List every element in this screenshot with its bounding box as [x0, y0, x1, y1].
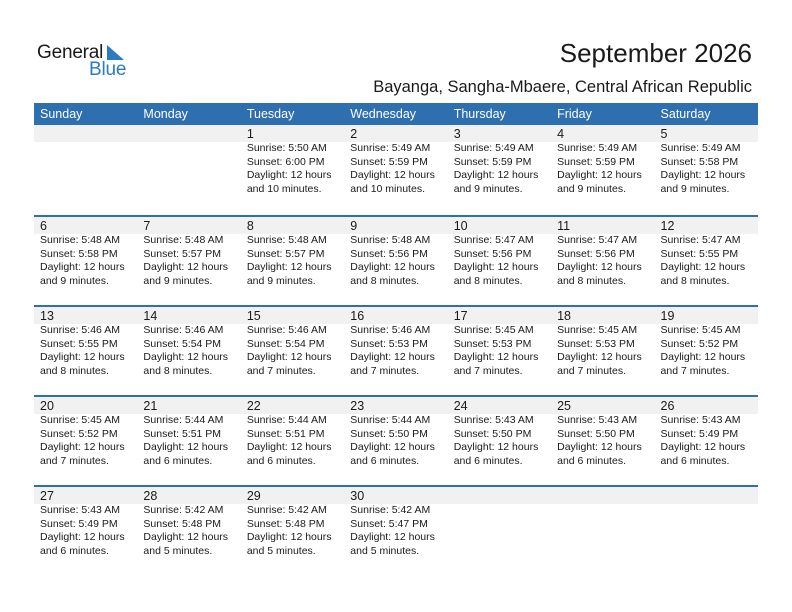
day-number — [40, 125, 137, 142]
week-row — [34, 395, 758, 485]
sunset-time: Sunset: 5:49 PM — [660, 427, 739, 440]
sunrise-time: Sunrise: 5:43 AM — [557, 414, 638, 426]
daylight-hours: Daylight: 12 hours — [350, 261, 435, 274]
day-number: 27 — [40, 489, 54, 503]
sunrise-time: Sunrise: 5:48 AM — [350, 234, 431, 246]
day-cell — [344, 217, 447, 288]
daylight-hours: Daylight: 12 hours — [246, 169, 332, 182]
daylight-minutes: and 5 minutes. — [143, 544, 213, 557]
day-cell — [241, 397, 344, 468]
daylight-minutes: and 8 minutes. — [660, 274, 730, 287]
day-cell — [551, 217, 654, 288]
sunset-time: Sunset: 5:59 PM — [557, 155, 635, 168]
daylight-minutes: and 8 minutes. — [40, 364, 109, 377]
day-number: 24 — [453, 399, 468, 413]
daylight-hours: Daylight: 12 hours — [143, 441, 229, 454]
daylight-hours: Daylight: 12 hours — [350, 351, 435, 364]
sunrise-time: Sunrise: 5:45 AM — [40, 414, 120, 426]
day-cell — [241, 217, 344, 288]
daylight-hours: Daylight: 12 hours — [143, 351, 229, 364]
daylight-hours: Daylight: 12 hours — [350, 531, 435, 544]
daylight-hours: Daylight: 12 hours — [453, 351, 539, 364]
sunset-time: Sunset: 5:59 PM — [453, 155, 532, 168]
sunset-time: Sunset: 5:58 PM — [660, 155, 739, 168]
day-number: 4 — [557, 127, 565, 141]
daylight-hours: Daylight: 12 hours — [143, 531, 229, 544]
day-cell — [137, 307, 240, 378]
day-number: 23 — [350, 399, 365, 413]
day-number: 15 — [246, 309, 261, 323]
daylight-hours: Daylight: 12 hours — [660, 169, 746, 182]
sunset-time: Sunset: 5:54 PM — [143, 337, 222, 350]
week-cells — [34, 307, 758, 378]
day-cell — [448, 307, 551, 378]
day-cell — [551, 125, 654, 196]
day-number: 5 — [660, 127, 668, 141]
daylight-hours: Daylight: 12 hours — [350, 441, 435, 454]
sunrise-time: Sunrise: 5:49 AM — [557, 142, 638, 154]
sunrise-time: Sunrise: 5:50 AM — [246, 142, 327, 154]
sunrise-time: Sunrise: 5:42 AM — [350, 504, 431, 516]
sunset-time: Sunset: 5:53 PM — [350, 337, 428, 350]
sunset-time: Sunset: 5:57 PM — [246, 247, 325, 260]
daylight-minutes: and 6 minutes. — [143, 454, 213, 467]
sunrise-time: Sunrise: 5:46 AM — [40, 324, 120, 336]
daylight-hours: Daylight: 12 hours — [143, 261, 229, 274]
day-cell — [34, 217, 137, 288]
sunrise-time: Sunrise: 5:43 AM — [660, 414, 741, 426]
sunrise-time: Sunrise: 5:48 AM — [246, 234, 327, 246]
daylight-minutes: and 9 minutes. — [660, 182, 730, 195]
day-cell — [241, 125, 344, 196]
sunset-time: Sunset: 5:48 PM — [143, 517, 222, 530]
day-number: 29 — [246, 489, 261, 503]
sunset-time: Sunset: 5:57 PM — [143, 247, 222, 260]
daylight-minutes: and 7 minutes. — [557, 364, 626, 377]
week-row — [34, 485, 758, 575]
day-cell — [344, 487, 447, 558]
sunrise-time: Sunrise: 5:43 AM — [40, 504, 120, 516]
sunrise-time: Sunrise: 5:42 AM — [246, 504, 327, 516]
daylight-hours: Daylight: 12 hours — [40, 351, 125, 364]
sunset-time: Sunset: 5:50 PM — [350, 427, 428, 440]
daylight-hours: Daylight: 12 hours — [350, 169, 435, 182]
sunrise-time: Sunrise: 5:45 AM — [660, 324, 741, 336]
day-cell — [34, 487, 137, 558]
daylight-hours: Daylight: 12 hours — [246, 351, 332, 364]
day-number: 28 — [143, 489, 158, 503]
daylight-hours: Daylight: 12 hours — [40, 531, 125, 544]
sunset-time: Sunset: 5:50 PM — [557, 427, 635, 440]
weekday-saturday: Saturday — [660, 107, 711, 121]
daylight-minutes: and 9 minutes. — [40, 274, 109, 287]
weekday-sunday: Sunday — [40, 107, 83, 121]
sunset-time: Sunset: 5:53 PM — [453, 337, 532, 350]
sunrise-time: Sunrise: 5:44 AM — [246, 414, 327, 426]
logo-text-general: General — [37, 42, 104, 63]
day-cell — [34, 307, 137, 378]
sunset-time: Sunset: 5:59 PM — [350, 155, 428, 168]
daylight-minutes: and 9 minutes. — [143, 274, 213, 287]
daylight-minutes: and 7 minutes. — [660, 364, 730, 377]
day-cell — [344, 397, 447, 468]
sunset-time: Sunset: 5:51 PM — [246, 427, 325, 440]
calendar-grid — [34, 103, 758, 575]
daylight-minutes: and 10 minutes. — [350, 182, 425, 195]
day-number: 13 — [40, 309, 54, 323]
day-cell — [655, 307, 758, 378]
day-number: 26 — [660, 399, 675, 413]
page-title: September 2026 — [559, 38, 752, 68]
logo-text-blue: Blue — [89, 59, 127, 80]
daylight-hours: Daylight: 12 hours — [557, 441, 642, 454]
sunset-time: Sunset: 5:58 PM — [40, 247, 118, 260]
sunrise-time: Sunrise: 5:46 AM — [143, 324, 224, 336]
day-cell — [551, 487, 654, 558]
sunrise-time: Sunrise: 5:49 AM — [453, 142, 534, 154]
day-number: 16 — [350, 309, 365, 323]
day-number: 7 — [143, 219, 151, 233]
sunset-time: Sunset: 5:52 PM — [40, 427, 118, 440]
daylight-hours: Daylight: 12 hours — [557, 169, 642, 182]
day-number: 30 — [350, 489, 365, 503]
day-cell — [551, 397, 654, 468]
sunset-time: Sunset: 5:53 PM — [557, 337, 635, 350]
daylight-hours: Daylight: 12 hours — [246, 441, 332, 454]
week-row — [34, 305, 758, 395]
daylight-minutes: and 8 minutes. — [143, 364, 213, 377]
sunrise-time: Sunrise: 5:49 AM — [660, 142, 741, 154]
day-number: 11 — [557, 219, 571, 233]
day-number — [557, 487, 654, 504]
weekday-header-row — [34, 103, 758, 125]
sunrise-time: Sunrise: 5:44 AM — [350, 414, 431, 426]
day-number: 14 — [143, 309, 158, 323]
sunset-time: Sunset: 6:00 PM — [246, 155, 325, 168]
daylight-hours: Daylight: 12 hours — [246, 531, 332, 544]
sunrise-time: Sunrise: 5:47 AM — [557, 234, 638, 246]
daylight-minutes: and 8 minutes. — [453, 274, 523, 287]
weekday-thursday: Thursday — [453, 107, 506, 121]
logo — [37, 42, 137, 82]
day-number: 6 — [40, 219, 47, 233]
weekday-monday: Monday — [143, 107, 188, 121]
sunrise-time: Sunrise: 5:46 AM — [350, 324, 431, 336]
day-number: 12 — [660, 219, 675, 233]
sunrise-time: Sunrise: 5:48 AM — [143, 234, 224, 246]
day-cell — [448, 125, 551, 196]
daylight-minutes: and 6 minutes. — [660, 454, 730, 467]
daylight-minutes: and 7 minutes. — [350, 364, 420, 377]
daylight-hours: Daylight: 12 hours — [246, 261, 332, 274]
daylight-minutes: and 7 minutes. — [453, 364, 523, 377]
day-cell — [655, 487, 758, 558]
sunrise-time: Sunrise: 5:44 AM — [143, 414, 224, 426]
daylight-minutes: and 9 minutes. — [246, 274, 316, 287]
day-number — [454, 487, 551, 504]
sunset-time: Sunset: 5:48 PM — [246, 517, 325, 530]
sunrise-time: Sunrise: 5:45 AM — [453, 324, 534, 336]
sunrise-time: Sunrise: 5:49 AM — [350, 142, 431, 154]
daylight-minutes: and 6 minutes. — [350, 454, 420, 467]
day-number — [143, 125, 240, 142]
day-number: 20 — [40, 399, 54, 413]
day-number — [661, 487, 758, 504]
sunset-time: Sunset: 5:54 PM — [246, 337, 325, 350]
day-cell — [137, 125, 240, 196]
sunrise-time: Sunrise: 5:42 AM — [143, 504, 224, 516]
week-cells — [34, 125, 758, 196]
week-cells — [34, 217, 758, 288]
sunset-time: Sunset: 5:56 PM — [453, 247, 532, 260]
day-number: 18 — [557, 309, 572, 323]
day-cell — [137, 217, 240, 288]
daylight-minutes: and 5 minutes. — [246, 544, 316, 557]
day-number: 2 — [350, 127, 358, 141]
day-number: 1 — [246, 127, 254, 141]
daylight-hours: Daylight: 12 hours — [40, 441, 125, 454]
daylight-hours: Daylight: 12 hours — [453, 441, 539, 454]
logo-triangle-icon — [107, 45, 124, 60]
sunset-time: Sunset: 5:55 PM — [660, 247, 739, 260]
sunset-time: Sunset: 5:52 PM — [660, 337, 739, 350]
daylight-minutes: and 8 minutes. — [350, 274, 420, 287]
day-cell — [448, 397, 551, 468]
daylight-minutes: and 9 minutes. — [557, 182, 626, 195]
day-cell — [137, 487, 240, 558]
daylight-minutes: and 9 minutes. — [453, 182, 523, 195]
day-cell — [34, 397, 137, 468]
day-number: 25 — [557, 399, 572, 413]
day-number: 8 — [246, 219, 254, 233]
week-row — [34, 125, 758, 215]
day-number: 3 — [453, 127, 461, 141]
week-row — [34, 215, 758, 305]
sunset-time: Sunset: 5:56 PM — [557, 247, 635, 260]
daylight-hours: Daylight: 12 hours — [660, 351, 746, 364]
daylight-minutes: and 7 minutes. — [40, 454, 109, 467]
daylight-minutes: and 7 minutes. — [246, 364, 316, 377]
day-cell — [655, 217, 758, 288]
sunset-time: Sunset: 5:49 PM — [40, 517, 118, 530]
daylight-hours: Daylight: 12 hours — [453, 261, 539, 274]
daylight-minutes: and 5 minutes. — [350, 544, 420, 557]
sunset-time: Sunset: 5:47 PM — [350, 517, 428, 530]
daylight-minutes: and 6 minutes. — [557, 454, 626, 467]
sunset-time: Sunset: 5:50 PM — [453, 427, 532, 440]
sunrise-time: Sunrise: 5:47 AM — [453, 234, 534, 246]
day-cell — [241, 307, 344, 378]
daylight-minutes: and 6 minutes. — [246, 454, 316, 467]
sunset-time: Sunset: 5:55 PM — [40, 337, 118, 350]
day-cell — [34, 125, 137, 196]
sunrise-time: Sunrise: 5:47 AM — [660, 234, 741, 246]
weekday-tuesday: Tuesday — [246, 107, 295, 121]
week-cells — [34, 397, 758, 468]
day-number: 21 — [143, 399, 158, 413]
daylight-hours: Daylight: 12 hours — [660, 261, 746, 274]
weekday-friday: Friday — [557, 107, 592, 121]
daylight-minutes: and 6 minutes. — [40, 544, 109, 557]
day-cell — [655, 125, 758, 196]
sunset-time: Sunset: 5:56 PM — [350, 247, 428, 260]
day-cell — [137, 397, 240, 468]
sunset-time: Sunset: 5:51 PM — [143, 427, 222, 440]
daylight-hours: Daylight: 12 hours — [557, 261, 642, 274]
daylight-minutes: and 8 minutes. — [557, 274, 626, 287]
daylight-minutes: and 10 minutes. — [246, 182, 322, 195]
weekday-wednesday: Wednesday — [350, 107, 417, 121]
day-number: 17 — [453, 309, 468, 323]
daylight-minutes: and 6 minutes. — [453, 454, 523, 467]
sunrise-time: Sunrise: 5:46 AM — [246, 324, 327, 336]
day-number: 10 — [453, 219, 468, 233]
day-cell — [344, 125, 447, 196]
daylight-hours: Daylight: 12 hours — [453, 169, 539, 182]
day-cell — [655, 397, 758, 468]
daylight-hours: Daylight: 12 hours — [40, 261, 125, 274]
day-cell — [448, 217, 551, 288]
sunrise-time: Sunrise: 5:48 AM — [40, 234, 120, 246]
sunrise-time: Sunrise: 5:45 AM — [557, 324, 638, 336]
daylight-hours: Daylight: 12 hours — [557, 351, 642, 364]
daylight-hours: Daylight: 12 hours — [660, 441, 746, 454]
week-cells — [34, 487, 758, 558]
sunrise-time: Sunrise: 5:43 AM — [453, 414, 534, 426]
day-cell — [551, 307, 654, 378]
day-number: 19 — [660, 309, 675, 323]
day-cell — [241, 487, 344, 558]
day-cell — [448, 487, 551, 558]
day-cell — [344, 307, 447, 378]
location-subtitle: Bayanga, Sangha-Mbaere, Central African Republic — [373, 78, 752, 96]
day-number: 9 — [350, 219, 358, 233]
day-number: 22 — [246, 399, 261, 413]
